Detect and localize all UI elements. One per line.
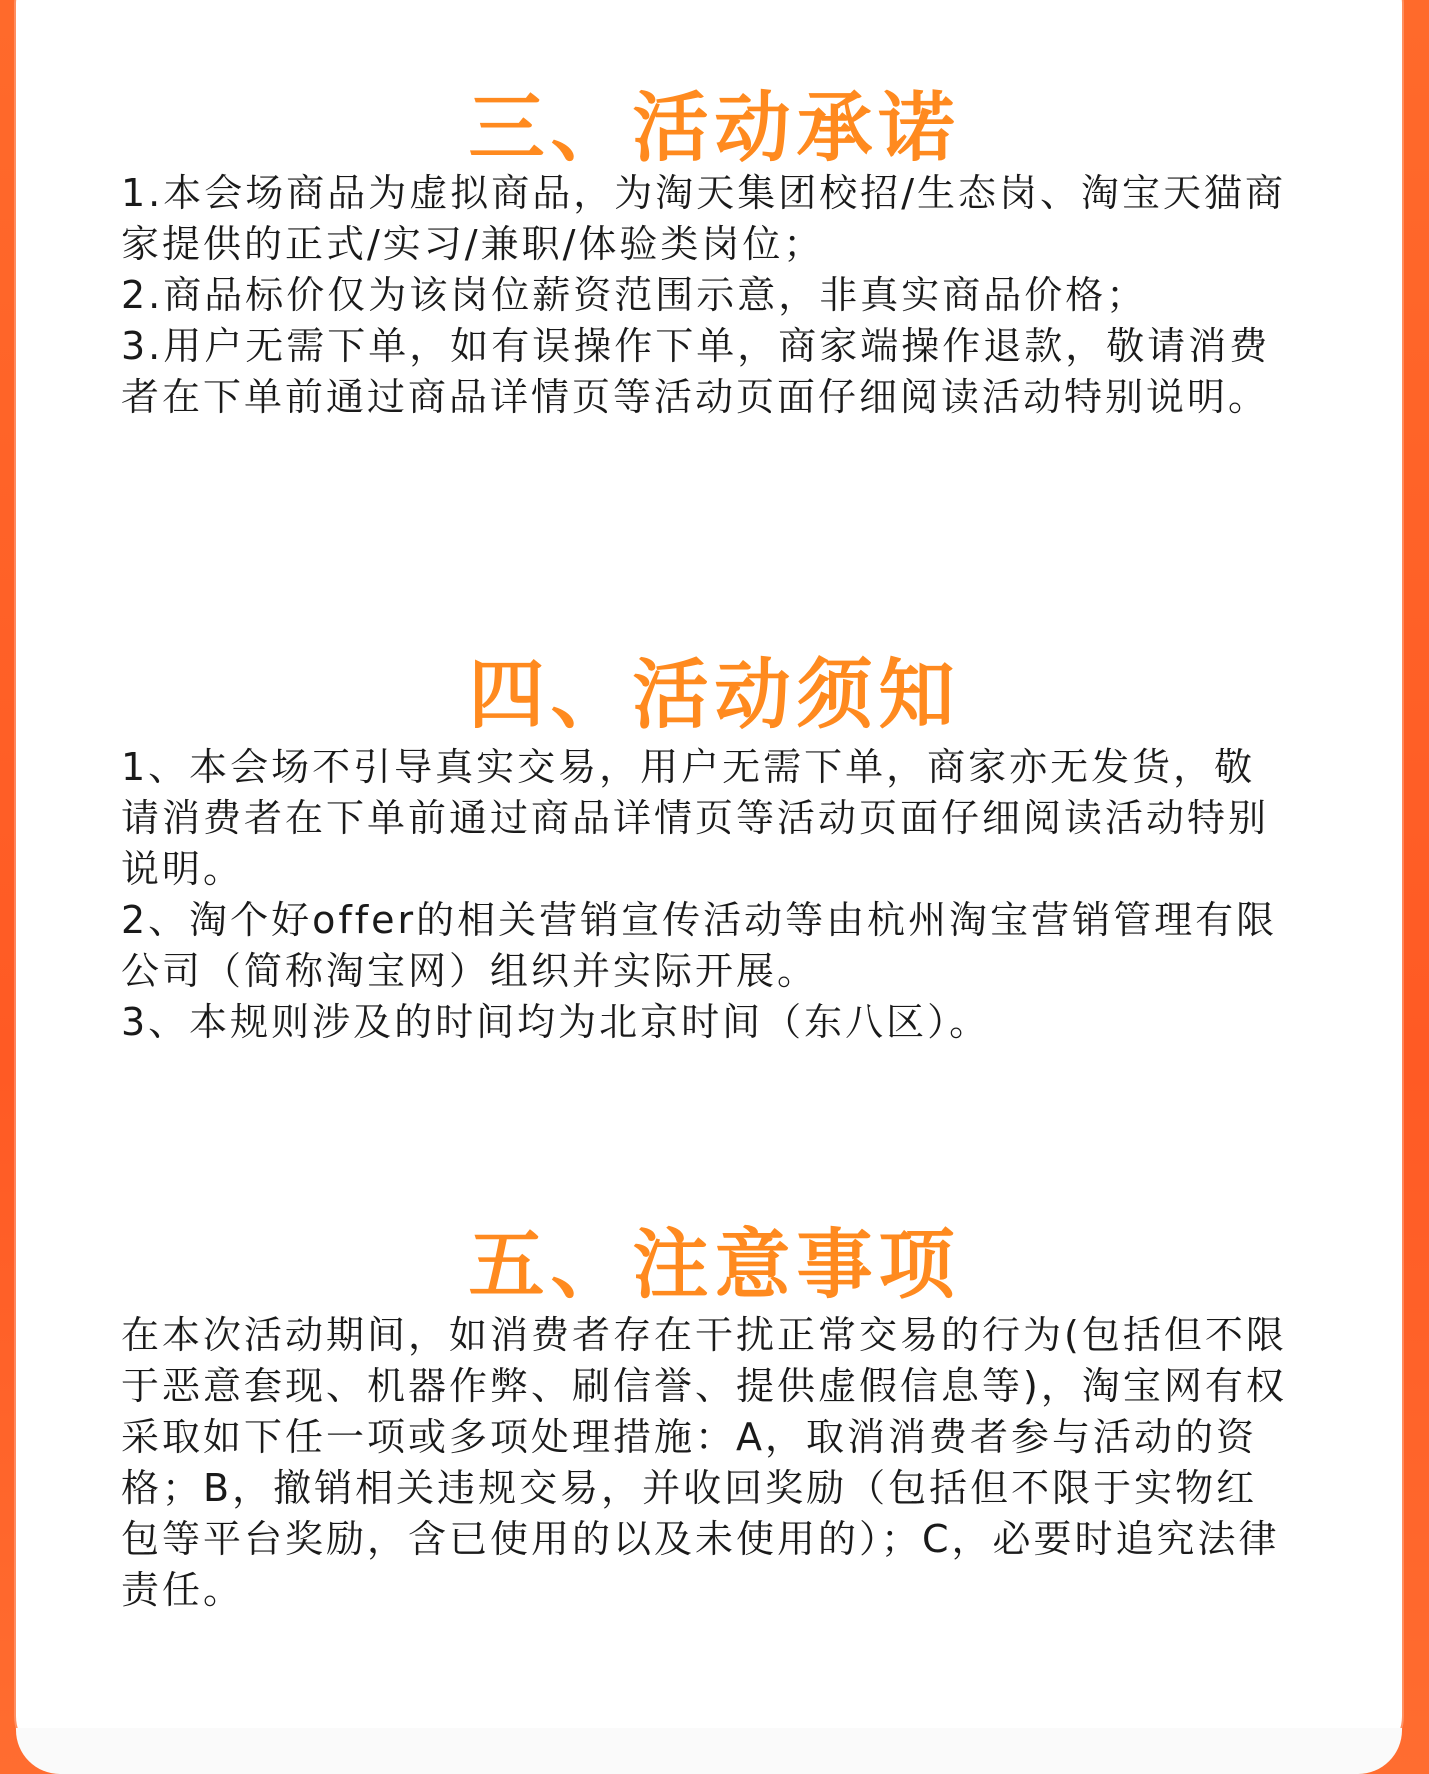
notice-item: 2、淘个好offer的相关营销宣传活动等由杭州淘宝营销管理有限公司（简称淘宝网）组织并实际开展。 <box>121 898 1278 993</box>
section-title-precautions: 五、注意事项 <box>468 1220 961 1310</box>
section-title-notice: 四、活动须知 <box>468 650 961 740</box>
section-body-precautions <box>121 1310 1289 1616</box>
section-body-notice <box>121 742 1289 1048</box>
notice-item: 3、本规则涉及的时间均为北京时间（东八区）。 <box>121 1000 991 1044</box>
commitment-item: 1.本会场商品为虚拟商品，为淘天集团校招/生态岗、淘宝天猫商家提供的正式/实习/兼职/体验类岗位； <box>121 171 1287 266</box>
commitment-item: 2.商品标价仅为该岗位薪资范围示意，非真实商品价格； <box>121 273 1148 317</box>
section-body-commitment <box>121 168 1289 423</box>
precautions-paragraph: 在本次活动期间，如消费者存在干扰正常交易的行为(包括但不限于恶意套现、机器作弊、刷信誉、提供虚假信息等)，淘宝网有权采取如下任一项或多项处理措施：A，取消消费者参与活动的资格；B，撤销相关违规交易，并收回奖励（包括但不限于实物红包等平台奖励，含已使用的以及未使用的）；C，必要时追究法律责任。 <box>121 1313 1287 1612</box>
notice-item: 1、本会场不引导真实交易，用户无需下单，商家亦无发货，敬请消费者在下单前通过商品详情页等活动页面仔细阅读活动特别说明。 <box>121 745 1270 891</box>
section-title-commitment: 三、活动承诺 <box>468 83 961 173</box>
card-bottom-bar <box>16 1728 1402 1774</box>
commitment-item: 3.用户无需下单，如有误操作下单，商家端操作退款，敬请消费者在下单前通过商品详情页等活动页面仔细阅读活动特别说明。 <box>121 324 1271 419</box>
